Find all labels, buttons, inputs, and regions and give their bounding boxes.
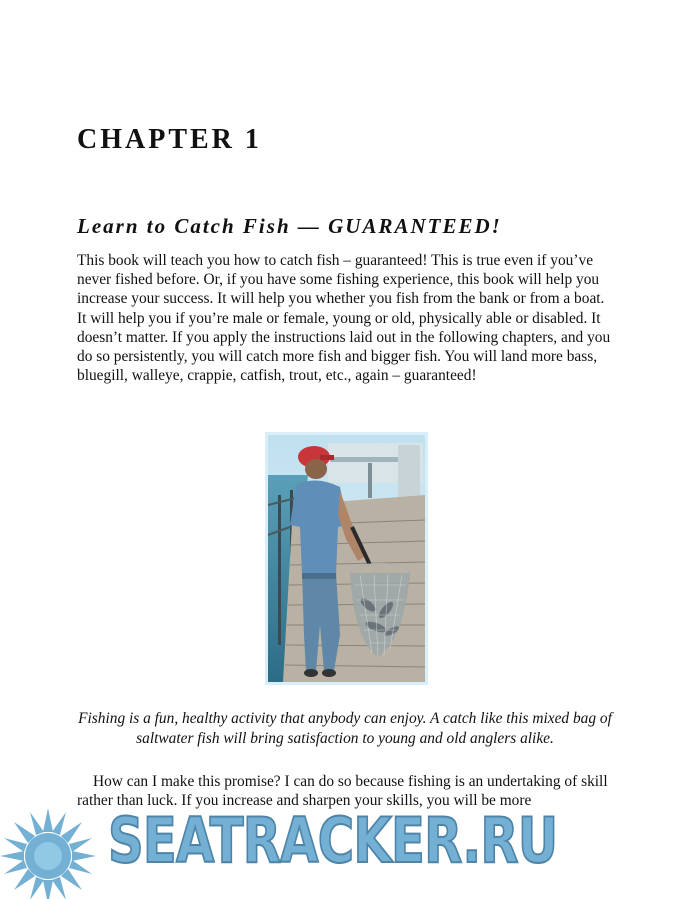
photo-caption: Fishing is a fun, healthy activity that anybody can enjoy. A catch like this mixed bag of saltwater fish will bring satisfaction to young and old anglers alike. [78,710,612,747]
intro-paragraph: This book will teach you how to catch fish – guaranteed! This is true even if you’ve never fished before. Or, if you have some fishing experience, this book will help you increase your success. It will help you whether you fish from the bank or from a boat. It will help you if you’re male or female, young or old, physically able or disabled. It doesn’t matter. If you apply the instructions laid out in the following chapters, and you do so persistently, you will catch more fish and bigger fish. You will land more bass, bluegill, walleye, crappie, catfish, trout, etc., again – guaranteed! [77,252,611,385]
section-title: Learn to Catch Fish — GUARANTEED! [77,214,502,238]
chapter-heading: CHAPTER 1 [77,124,262,155]
body-paragraph: How can I make this promise? I can do so because fishing is an undertaking of skill rather than luck. If you increase and sharpen your skills, you will be more [77,773,608,810]
angler-with-net-illustration [268,435,425,682]
fishing-photo [265,432,428,685]
watermark-text: SEATRACKER.RU [108,804,558,877]
